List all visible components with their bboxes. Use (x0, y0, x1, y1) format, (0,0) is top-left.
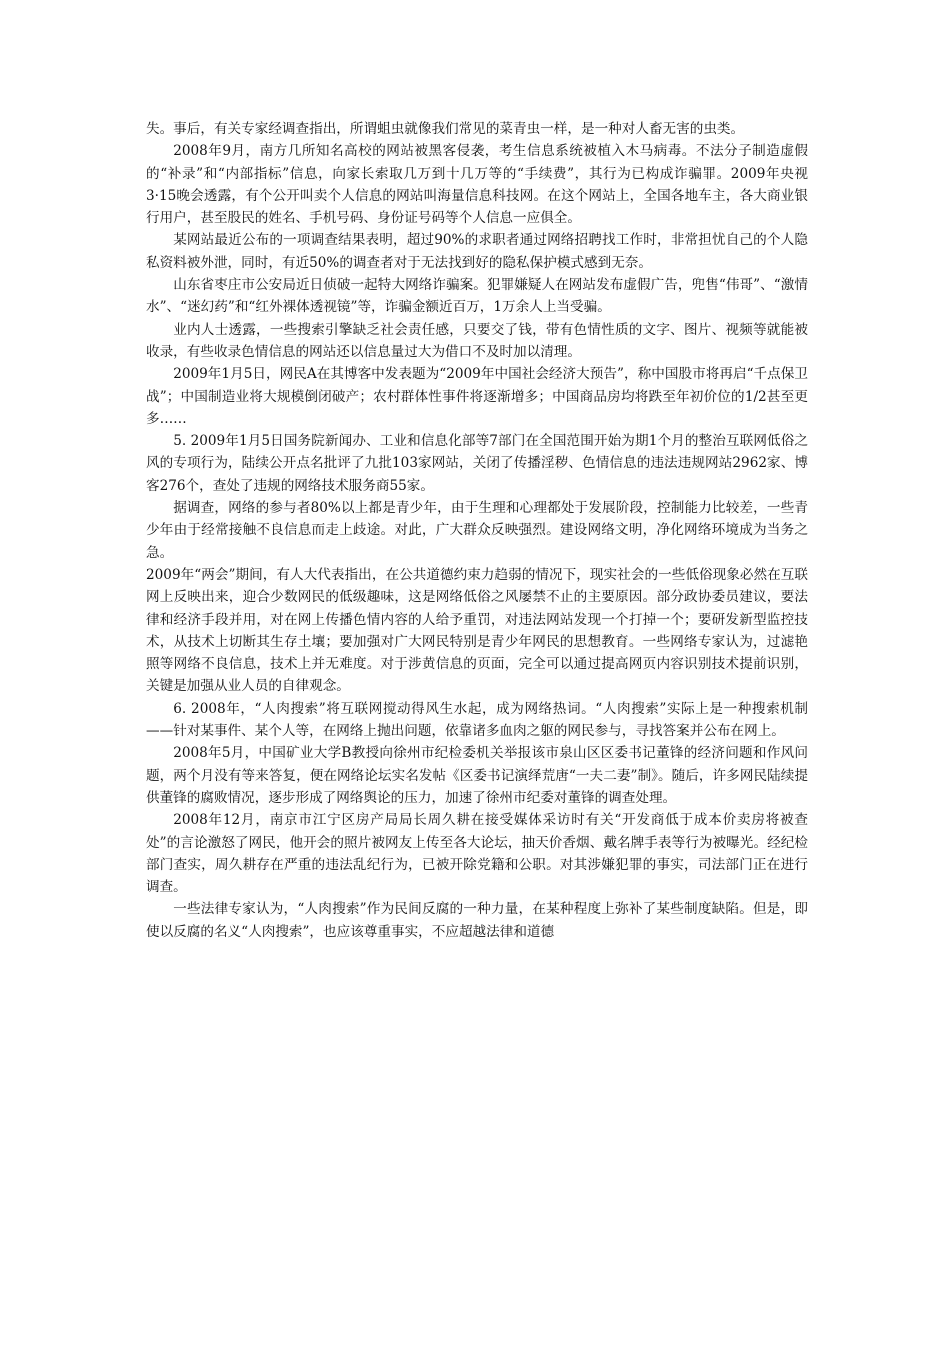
paragraph: 6. 2008年，“人肉搜索”将互联网搅动得风生水起，成为网络热词。“人肉搜索”实际上是一种搜索机制——针对某事件、某个人等，在网络上抛出问题，依靠诸多血肉之躯的网民参与，寻找答案并公布在网上。 (146, 700, 808, 740)
paragraph: 2008年5月，中国矿业大学B教授向徐州市纪检委机关举报该市泉山区区委书记董锋的经济问题和作风问题，两个月没有等来答复，便在网络论坛实名发帖《区委书记演绎荒唐“一夫二妻”制》。随后，许多网民陆续提供董锋的腐败情况，逐步形成了网络舆论的压力，加速了徐州市纪委对董锋的调查处理。 (146, 745, 808, 806)
paragraph: 2008年12月，南京市江宁区房产局局长周久耕在接受媒体采访时有关“开发商低于成本价卖房将被查处”的言论激怒了网民，他开会的照片被网友上传至各大论坛，抽天价香烟、戴名牌手表等行为被曝光。经纪检部门查实，周久耕存在严重的违法乱纪行为，已被开除党籍和公职。对其涉嫌犯罪的事实，司法部门正在进行调查。 (146, 812, 808, 896)
paragraph: 据调查，网络的参与者80%以上都是青少年，由于生理和心理都处于发展阶段，控制能力比较差，一些青少年由于经常接触不良信息而走上歧途。对此，广大群众反映强烈。建设网络文明，净化网络环境成为当务之急。 (146, 500, 808, 561)
paragraph: 2008年9月，南方几所知名高校的网站被黑客侵袭，考生信息系统被植入木马病毒。不法分子制造虚假的“补录”和“内部指标”信息，向家长索取几万到十几万等的“手续费”，其行为已构成诈骗罪。2009年央视3·15晚会透露，有个公开叫卖个人信息的网站叫海量信息科技网。在这个网站上，全国各地车主，各大商业银行用户，甚至股民的姓名、手机号码、身份证号码等个人信息一应俱全。 (146, 143, 808, 227)
paragraph: 失。事后，有关专家经调查指出，所谓蛆虫就像我们常见的菜青虫一样，是一种对人畜无害的虫类。 (146, 121, 745, 137)
document-body (146, 118, 808, 943)
paragraph: 2009年1月5日，网民A在其博客中发表题为“2009年中国社会经济大预告”，称中国股市将再启“千点保卫战”；中国制造业将大规模倒闭破产；农村群体性事件将逐渐增多；中国商品房均将跌至年初价位的1/2甚至更多…… (146, 366, 808, 427)
paragraph: 一些法律专家认为，“人肉搜索”作为民间反腐的一种力量，在某种程度上弥补了某些制度缺陷。但是，即使以反腐的名义“人肉搜索”，也应该尊重事实，不应超越法律和道德 (146, 901, 808, 940)
paragraph: 山东省枣庄市公安局近日侦破一起特大网络诈骗案。犯罪嫌疑人在网站发布虚假广告，兜售“伟哥”、“激情水”、“迷幻药”和“红外裸体透视镜”等，诈骗金额近百万，1万余人上当受骗。 (146, 277, 808, 316)
paragraph: 某网站最近公布的一项调查结果表明，超过90%的求职者通过网络招聘找工作时，非常担忧自己的个人隐私资料被外泄，同时，有近50%的调查者对于无法找到好的隐私保护模式感到无奈。 (146, 232, 808, 271)
paragraph: 5. 2009年1月5日国务院新闻办、工业和信息化部等7部门在全国范围开始为期1个月的整治互联网低俗之风的专项行为，陆续公开点名批评了九批103家网站，关闭了传播淫秽、色情信息的违法违规网站2962家、博客276个，查处了违规的网络技术服务商55家。 (146, 433, 808, 494)
paragraph: 2009年“两会”期间，有人大代表指出，在公共道德约束力趋弱的情况下，现实社会的一些低俗现象必然在互联网上反映出来，迎合少数网民的低级趣味，这是网络低俗之风屡禁不止的主要原因。部分政协委员建议，要法律和经济手段并用，对在网上传播色情内容的人给予重罚，对违法网站发现一个打掉一个；要研发新型监控技术，从技术上切断其生存土壤；要加强对广大网民特别是青少年网民的思想教育。一些网络专家认为，过滤艳照等网络不良信息，技术上并无难度。对于涉黄信息的页面，完全可以通过提高网页内容识别技术提前识别，关键是加强从业人员的自律观念。 (146, 566, 808, 695)
paragraph: 业内人士透露，一些搜索引擎缺乏社会责任感，只要交了钱，带有色情性质的文字、图片、视频等就能被收录，有些收录色情信息的网站还以信息量过大为借口不及时加以清理。 (146, 321, 808, 360)
